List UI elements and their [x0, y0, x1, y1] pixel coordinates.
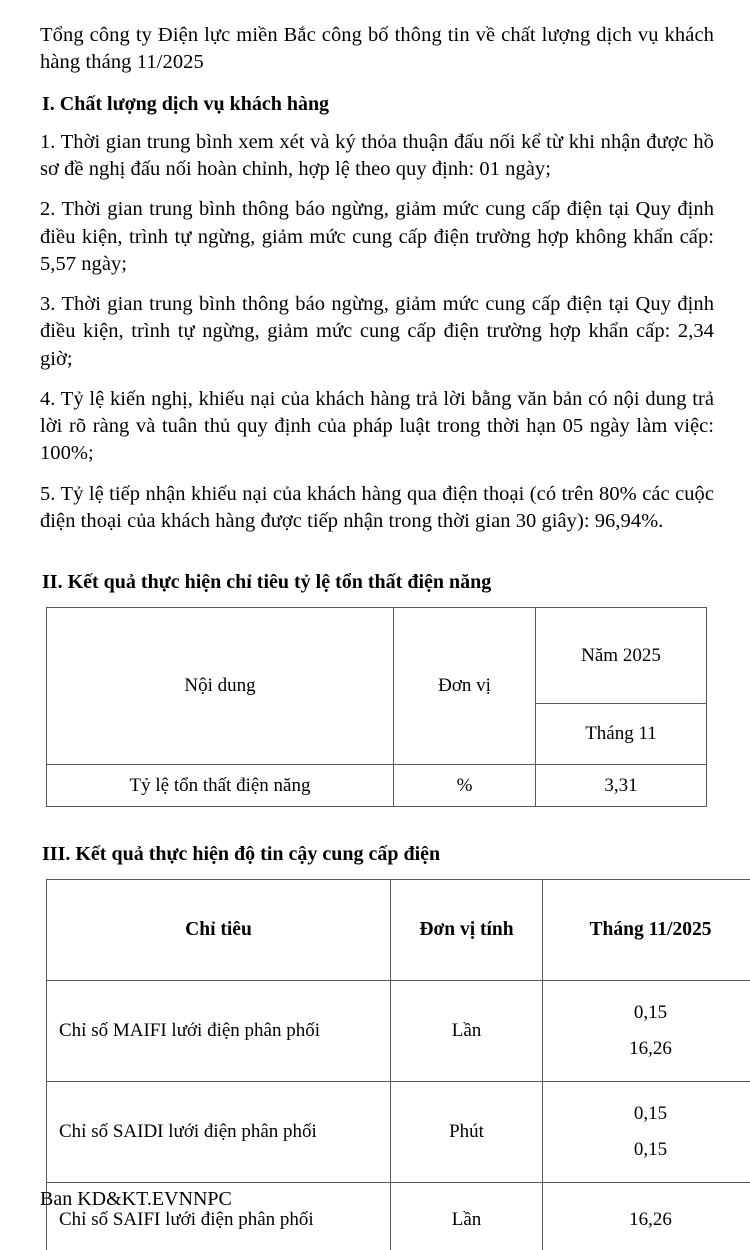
value-secondary: 0,15	[633, 1139, 668, 1161]
table-ton-that-dien-nang	[46, 607, 707, 807]
header-cell-thang: Tháng 11	[536, 704, 707, 765]
section-heading-2: II. Kết quả thực hiện chỉ tiêu tỷ lệ tổn thất điện năng	[42, 571, 492, 594]
header-cell-don-vi-tinh: Đơn vị tính	[391, 880, 543, 981]
cell-gia-tri	[543, 981, 750, 1082]
value-primary: 0,15	[633, 1002, 668, 1024]
table-row	[47, 765, 707, 807]
section-1-item-5: 5. Tỷ lệ tiếp nhận khiếu nại của khách hàng qua điện thoại (có trên 80% các cuộc điện thoại của khách hàng được tiếp nhận trong thời gian 30 giây): 96,94%.	[40, 482, 714, 532]
header-cell-nam: Năm 2025	[536, 608, 707, 704]
table-row	[47, 981, 750, 1082]
header-cell-chi-tieu: Chỉ tiêu	[47, 880, 391, 981]
cell-chi-tieu: Chỉ số MAIFI lưới điện phân phối	[47, 981, 391, 1082]
table-row-header	[47, 880, 750, 981]
cell-chi-tieu: Chỉ số SAIDI lưới điện phân phối	[47, 1082, 391, 1183]
table-row-header	[47, 608, 707, 704]
cell-don-vi-tinh: Lần	[391, 1183, 543, 1250]
spacer	[40, 807, 714, 841]
cell-gia-tri	[543, 1082, 750, 1183]
section-1-item-4: 4. Tỷ lệ kiến nghị, khiếu nại của khách hàng trả lời bằng văn bản có nội dung trả lời rõ ràng và tuân thủ quy định của pháp luật trong thời hạn 05 ngày làm việc: 100%;	[40, 387, 714, 465]
section-heading-1: I. Chất lượng dịch vụ khách hàng	[42, 92, 330, 115]
cell-don-vi-tinh: Lần	[391, 981, 543, 1082]
value-primary: 16,26	[629, 1209, 672, 1231]
value-secondary: 16,26	[629, 1038, 672, 1060]
document-footer: Ban KD&KT.EVNNPC	[40, 1188, 232, 1210]
section-heading-3: III. Kết quả thực hiện độ tin cậy cung cấp điện	[42, 843, 441, 866]
table-row	[47, 1082, 750, 1183]
cell-gia-tri: 3,31	[536, 765, 707, 807]
section-1-item-3: 3. Thời gian trung bình thông báo ngừng, giảm mức cung cấp điện tại Quy định điều kiện, trình tự ngừng, giảm mức cung cấp điện trường hợp khẩn cấp: 2,34 giờ;	[40, 293, 714, 370]
cell-noi-dung: Tỷ lệ tổn thất điện năng	[47, 765, 394, 807]
cell-chi-tieu: Chỉ số SAIFI lưới điện phân phối	[47, 1183, 391, 1250]
section-1-item-1: 1. Thời gian trung bình xem xét và ký thỏa thuận đấu nối kể từ khi nhận được hồ sơ đề nghị đấu nối hoàn chỉnh, hợp lệ theo quy định: 01 ngày;	[40, 130, 714, 181]
spacer	[40, 535, 714, 569]
value-primary: 0,15	[633, 1103, 668, 1125]
header-cell-noi-dung: Nội dung	[47, 608, 394, 765]
document-title: Tổng công ty Điện lực miền Bắc công bố thông tin về chất lượng dịch vụ khách hàng tháng 11/2025	[40, 24, 714, 74]
cell-don-vi: %	[394, 765, 536, 807]
header-cell-don-vi: Đơn vị	[394, 608, 536, 765]
cell-gia-tri	[543, 1183, 750, 1250]
cell-don-vi-tinh: Phút	[391, 1082, 543, 1183]
header-cell-thang-11-2025: Tháng 11/2025	[543, 880, 750, 981]
section-1-item-2: 2. Thời gian trung bình thông báo ngừng, giảm mức cung cấp điện tại Quy định điều kiện, trình tự ngừng, giảm mức cung cấp điện trường hợp không khẩn cấp: 5,57 ngày;	[40, 198, 714, 275]
